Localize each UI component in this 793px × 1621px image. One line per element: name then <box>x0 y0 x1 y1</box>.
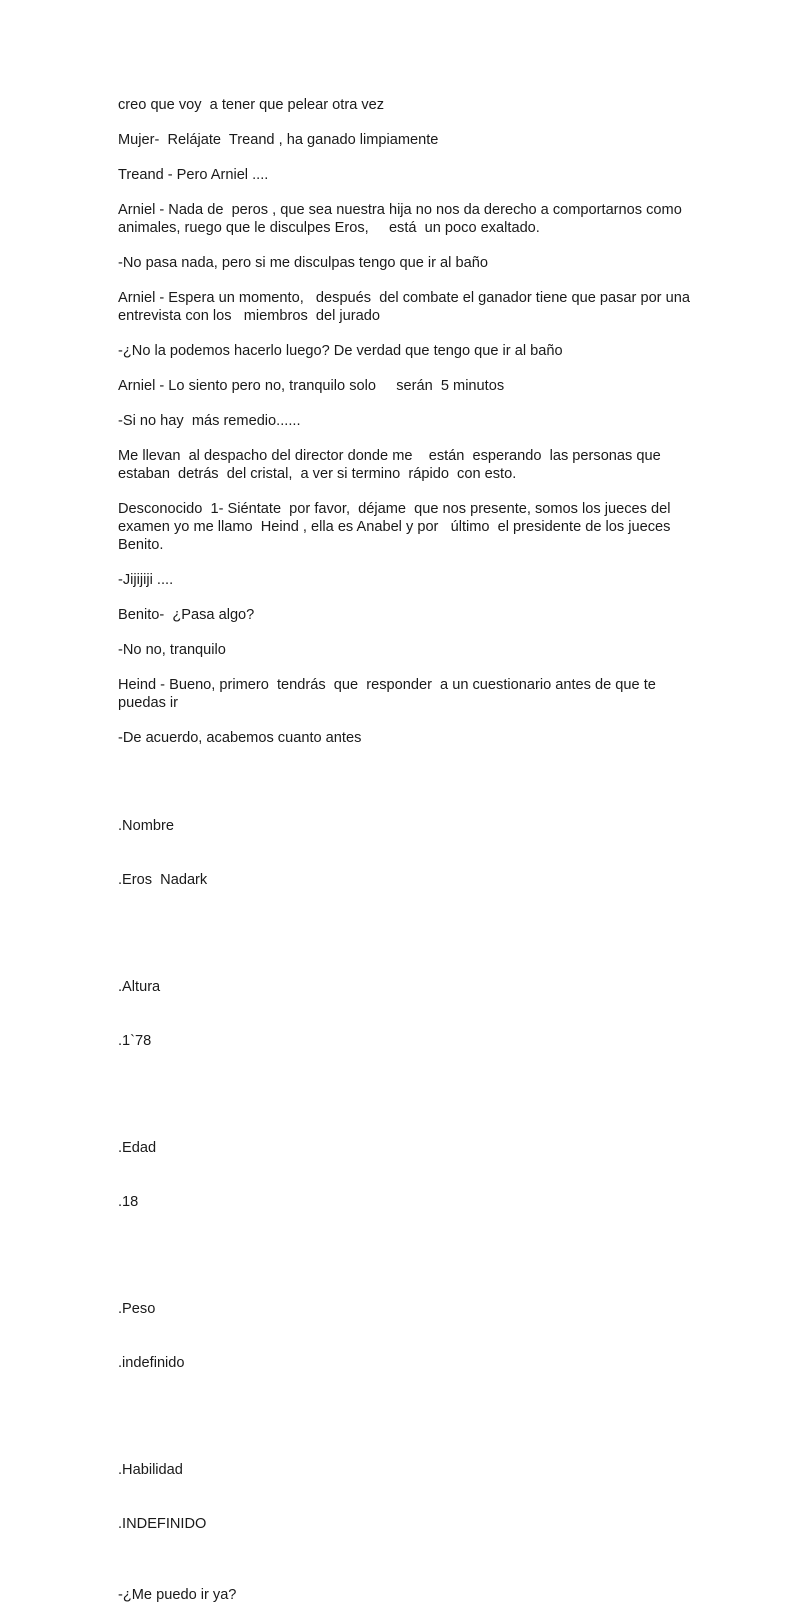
paragraph: Treand - Pero Arniel .... <box>118 167 269 183</box>
paragraph: -Si no hay más remedio...... <box>118 413 301 429</box>
questionnaire-field-edad <box>118 1103 698 1247</box>
questionnaire-field-habilidad <box>118 1425 698 1569</box>
paragraph: -De acuerdo, acabemos cuanto antes <box>118 730 362 746</box>
field-value: .1`78 <box>118 1033 152 1049</box>
field-value: .indefinido <box>118 1355 185 1371</box>
field-label: .Edad <box>118 1140 157 1156</box>
paragraph: Me llevan al despacho del director donde me están esperando las personas que estaban detrás del cristal, a ver si termino rápido con esto. <box>118 448 661 482</box>
questionnaire-field-peso <box>118 1264 698 1408</box>
paragraph: Arniel - Lo siento pero no, tranquilo solo serán 5 minutos <box>118 378 505 394</box>
field-value: .Eros Nadark <box>118 872 208 888</box>
paragraph: -No pasa nada, pero si me disculpas tengo que ir al baño <box>118 255 488 271</box>
spacer <box>118 764 698 781</box>
field-value: .INDEFINIDO <box>118 1516 207 1532</box>
paragraph: Arniel - Espera un momento, después del combate el ganador tiene que pasar por una entrevista con los miembros del jurado <box>118 290 690 324</box>
paragraph: Arniel - Nada de peros , que sea nuestra hija no nos da derecho a comportarnos como animales, ruego que le disculpes Eros, está un poco exaltado. <box>118 202 682 236</box>
questionnaire-field-nombre <box>118 781 698 925</box>
field-label: .Altura <box>118 979 161 995</box>
questionnaire-field-altura <box>118 942 698 1086</box>
field-label: .Peso <box>118 1301 156 1317</box>
document-body <box>118 96 698 1621</box>
paragraph: -Jijijiji .... <box>118 572 174 588</box>
paragraph: -¿No la podemos hacerlo luego? De verdad que tengo que ir al baño <box>118 343 563 359</box>
paragraph: Benito- ¿Pasa algo? <box>118 607 255 623</box>
field-label: .Habilidad <box>118 1462 183 1478</box>
field-value: .18 <box>118 1194 139 1210</box>
paragraph: Desconocido 1- Siéntate por favor, déjame que nos presente, somos los jueces del examen yo me llamo Heind , ella es Anabel y por último el presidente de los jueces Benito. <box>118 501 671 553</box>
paragraph: Mujer- Relájate Treand , ha ganado limpiamente <box>118 132 439 148</box>
closing-line: -¿Me puedo ir ya? <box>118 1587 237 1603</box>
paragraph: Heind - Bueno, primero tendrás que responder a un cuestionario antes de que te puedas ir <box>118 677 656 711</box>
field-label: .Nombre <box>118 818 174 834</box>
paragraph: creo que voy a tener que pelear otra vez <box>118 97 385 113</box>
paragraph: -No no, tranquilo <box>118 642 226 658</box>
